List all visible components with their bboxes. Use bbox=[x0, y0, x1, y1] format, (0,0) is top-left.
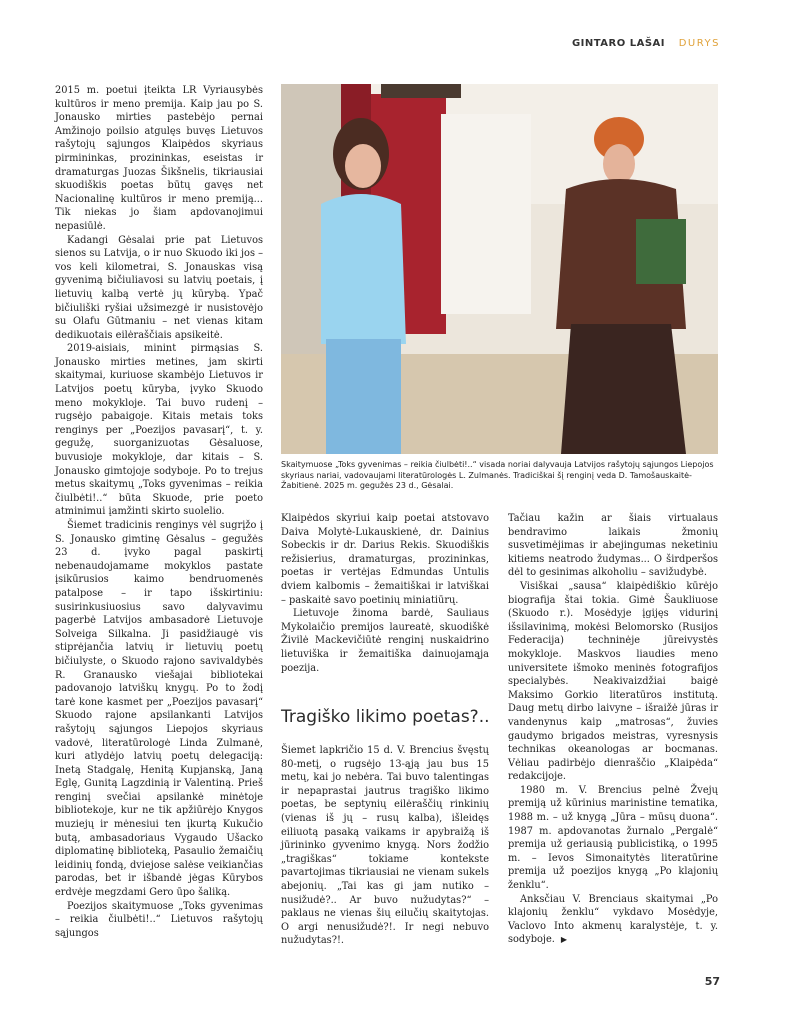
photo-caption: Skaitymuose „Toks gyvenimas – reikia čiulbėti!..“ visada noriai dalyvauja Latvijos rašytojų sąjungos Liepojos skyriaus nariai, vadovaujami literatūrologės L. Zulmanės. Tradiciškai šį renginį veda D. Tamošauskaitė-Žabitienė. 2025 m. gegužės 23 d., Gėsalai. bbox=[281, 460, 714, 490]
paragraph: Klaipėdos skyriui kaip poetai atstovavo Daiva Molytė-Lukauskienė, dr. Dainius Sobeckis ir dr. Darius Rekis. Skuodiškis režisierius, dramaturgas, prozininkas, poetas ir vertėjas Edmundas Untulis dviem kalbomis – žemaitiškai ir latviškai – paskaitė savo poetinių miniatiūrų. bbox=[281, 513, 489, 606]
paragraph: Visiškai „sausa“ klaipėdiškio kūrėjo biografija štai tokia. Gimė Šaukliuose (Skuodo r.). Mosėdyje įgijęs vidurinį išsilavinimą, mokėsi Belomorsko (Rusijos Federacija) techninėje jūreivystės mokykloje. Maskvos liaudies meno universitete išmoko meninės fotografijos specialybės. Neakivaizdžiai baigė Maksimo Gorkio literatūros institutą. Daug metų dirbo laivyne – išraižė jūras ir vandenynus kaip „matrosas“, žuvies gaudymo brigados meistras, vyresnysis technikas okeanologas ar bocmanas. Vėliau padirbėjo dienraščio „Klaipėda“ redakcijoje. bbox=[508, 580, 718, 783]
text-column-1 bbox=[55, 84, 263, 940]
header-magazine: DURYS bbox=[678, 38, 720, 49]
page-number: 57 bbox=[704, 975, 720, 988]
photo-illustration bbox=[281, 84, 718, 454]
running-header bbox=[572, 38, 720, 49]
paragraph: Šiemet lapkričio 15 d. V. Brencius švęstų 80-metį, o rugsėjo 13-ąją jau bus 15 metų, kai jo nebėra. Tai buvo talentingas ir nepaprastai jautrus tragiško likimo poetas, be septynių eilėraščių rinkinių (vienas iš jų – rusų kalba), išleidęs eiliuotą pasaką vaikams ir apybraižą iš jūrininko gyvenimo knygą. Nors žodžio „tragiškas“ tokiame kontekste pavartojimas tikriausiai ne vienam sukels abejonių. „Tai kas gi jam nutiko – nusižudė?.. Ar buvo nužudytas?“ – paklaus ne vienas šių eilučių skaitytojas. O argi nenusižudė?!. Ir negi nebuvo nužudytas?!. bbox=[281, 745, 489, 947]
paragraph: 1980 m. V. Brencius pelnė Žvejų premiją už kūrinius marinistine tematika, 1988 m. – už knygą „Jūra – mūsų duona“. 1987 m. apdovanotas žurnalo „Pergalė“ premija už geriausią publicistiką, o 1995 m. – Ievos Simonaitytės literatūrine premija už poezijos knygą „Po klajonių ženklu“. bbox=[508, 784, 718, 892]
paragraph: Šiemet tradicinis renginys vėl sugrįžo į S. Jonausko gimtinę Gėsalus – gegužės 23 d. įvyko pagal paskirtį nebenaudojamame mokyklos pastate įsikūrusios kaimo bendruomenės patalpose – ir tapo išskirtiniu: susirinkusiuosius savo dalyvavimu pagerbė Latvijos ambasadorė Lietuvoje Solveiga Silkalna. Ji pasidžiaugė vis stiprėjančia latvių ir lietuvių poetų bičiulyste, o Skuodo rajono savivaldybės R. Granausko viešajai bibliotekai padovanojo latviškų knygų. Po to žodį tarė kone kasmet per „Poezijos pavasarį“ Skuodo rajone apsilankanti Latvijos rašytojų sąjungos Liepojos skyriaus vadovė, literatūrologė Linda Zulmanė, kuri atlydėjo latvių poetų delegaciją: Inetą Stadgalę, Henitą Kupjanską, Janą Eglę, Gunitą Lagzdinią ir Valentiną. Prieš renginį svečiai apsilankė minėtoje bibliotekoje, kur ne tik apžiūrėjo Knygos muziejų ir mėnesiui ten įkurtą Kukučio butą, ambasadoriaus Vygaudo Ušacko diplomatinę biblioteką, Pasaulio žemaičių leidinių fondą, dviejose salėse veikiančias parodas, bet ir išbandė jėgas Kūrybos erdvėje megzdami Gero ūpo šaliką. bbox=[55, 520, 263, 899]
text-column-2-continued bbox=[281, 744, 489, 948]
continue-arrow-icon: ▶ bbox=[560, 935, 568, 945]
paragraph-text: Anksčiau V. Brenciaus skaitymai „Po klajonių ženklu“ vykdavo Mosėdyje, Vaclovo Into akmenų karalystėje, t. y. sodyboje. bbox=[508, 893, 718, 946]
text-column-2 bbox=[281, 512, 489, 675]
paragraph: Poezijos skaitymuose „Toks gyvenimas – reikia čiulbėti!..“ Lietuvos rašytojų sąjungos bbox=[55, 900, 263, 939]
event-photo bbox=[281, 84, 718, 454]
text-column-3 bbox=[508, 512, 718, 947]
section-heading: Tragiško likimo poetas?.. bbox=[281, 707, 490, 727]
paragraph: Lietuvoje žinoma bardė, Sauliaus Mykolaičio premijos laureatė, skuodiškė Živilė Mackevičiūtė renginį nuskaidrino lietuviška ir žemaitiška dainuojamąja poezija. bbox=[281, 608, 489, 674]
header-author: GINTARO LAŠAI bbox=[571, 38, 666, 49]
paragraph: Kadangi Gėsalai prie pat Lietuvos sienos su Latvija, o ir nuo Skuodo iki jos – vos keli kilometrai, S. Jonauskas visą gyvenimą bičiuliavosi su latvių poetais, į lietuvių kalbą vertė jų kūrybą. Ypač bičiuliški ryšiai užsimezgė ir nusistovėjo su Olafu Gūtmaniu – net vienas kitam dedikuotais eilėraščiais apsikeitė. bbox=[55, 234, 263, 341]
paragraph: 2015 m. poetui įteikta LR Vyriausybės kultūros ir meno premija. Kaip jau po S. Jonausko mirties pastebėjo pernai Amžinojo poilsio atgulęs buvęs Lietuvos rašytojų sąjungos Klaipėdos skyriaus pirmininkas, prozininkas, eseistas ir dramaturgas Juozas Šikšnelis, tikriausiai skuodiškis poetas būtų gavęs net Nacionalinę kultūros ir meno premiją... Tik niekas jo šiam apdovanojimui nepasiūlė. bbox=[55, 85, 263, 232]
paragraph: Tačiau kažin ar šiais virtualaus bendravimo laikais žmonių susvetimėjimas ir abejingumas neketiniu kitiems neatrodo žudymas... O širdperšos dėl to gesinimas alkoholiu – savižudybė. bbox=[508, 513, 718, 579]
paragraph: 2019-aisiais, minint pirmąsias S. Jonausko mirties metines, jam skirti skaitymai, kuriuose skambėjo Lietuvos ir Latvijos poetų kūryba, įvyko Skuodo meno mokykloje. Tai buvo rudenį – rugsėjo pabaigoje. Kitais metais toks renginys per „Poezijos pavasarį“, t. y. gegužę, suorganizuotas Gėsaluose, buvusioje mokykloje, dar kitais – S. Jonausko gimtojoje sodyboje. Po to trejus metus skaitymų „Toks gyvenimas – reikia čiulbėti!..“ būta Skuode, prie poeto atminimui įamžinti skirto suolelio. bbox=[55, 343, 263, 518]
paragraph-last bbox=[508, 893, 718, 947]
